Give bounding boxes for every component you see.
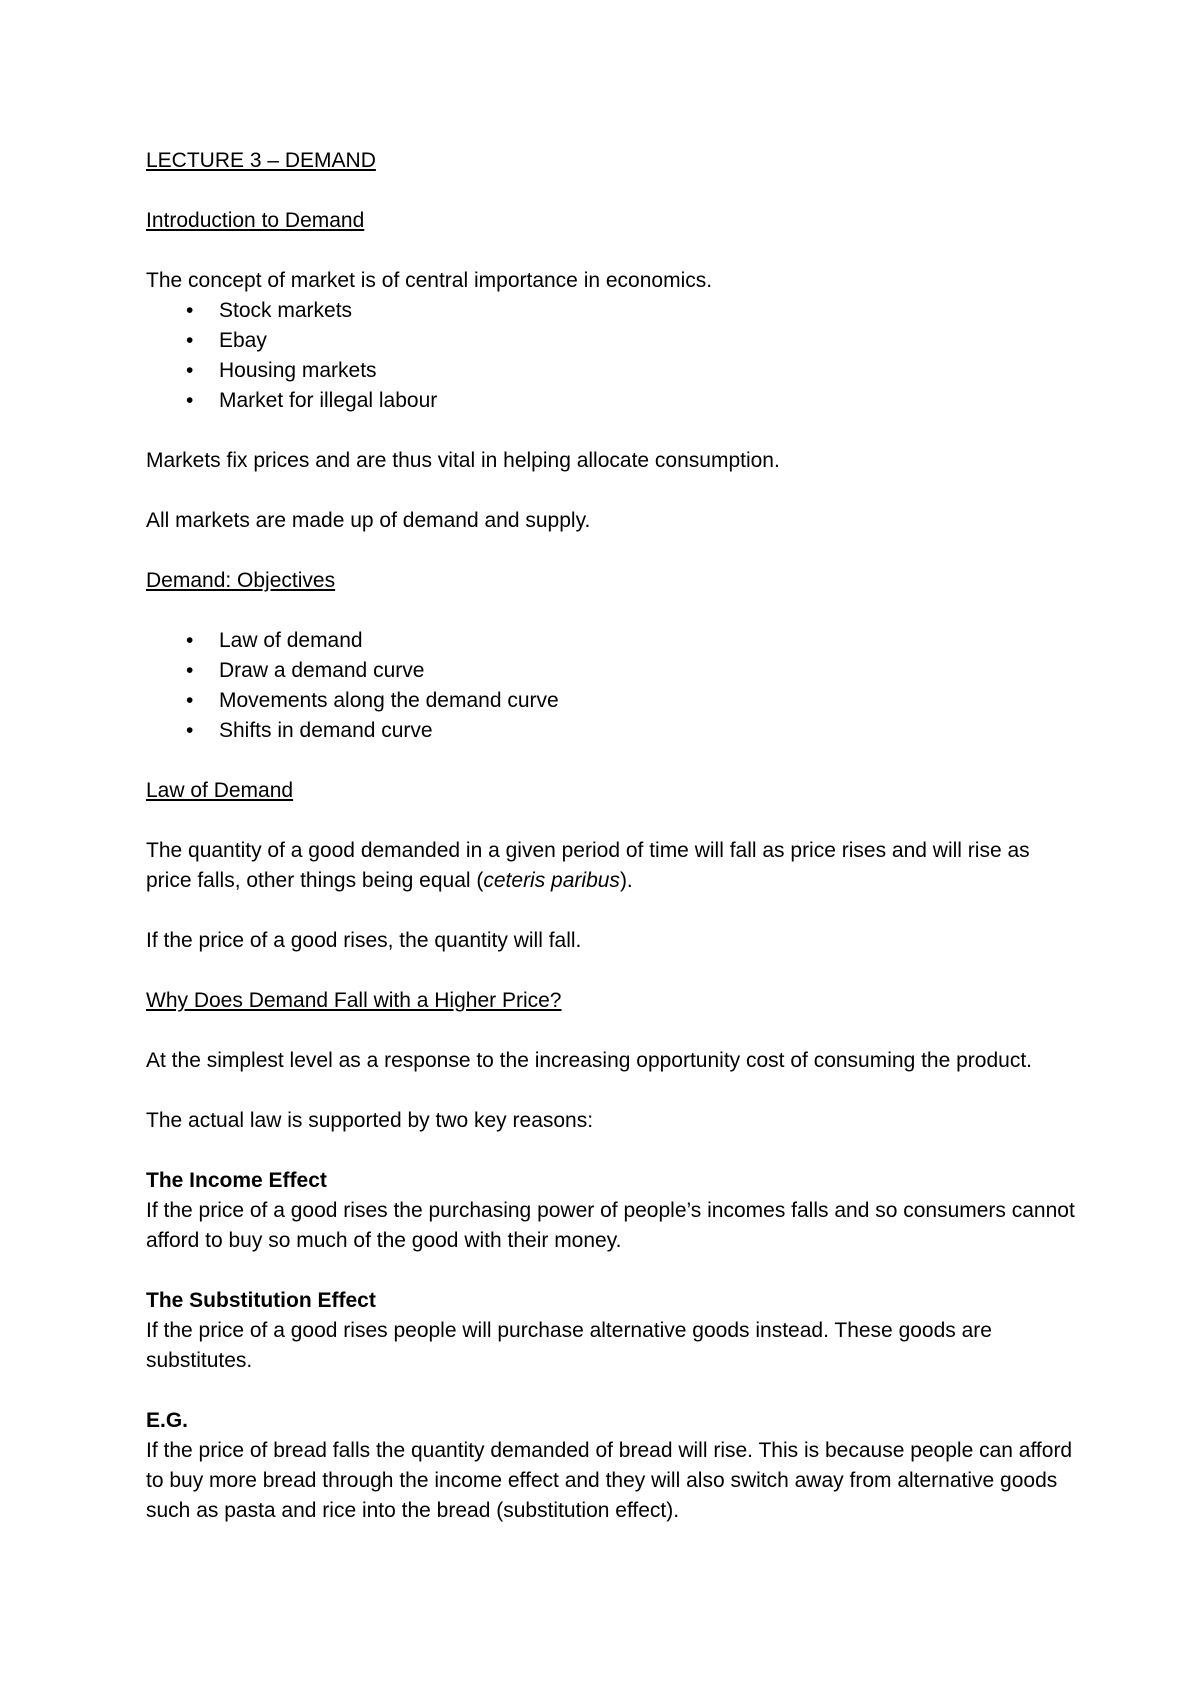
list-item: • Market for illegal labour [146, 386, 1076, 416]
section-heading-introduction: Introduction to Demand [146, 209, 365, 232]
bullet-icon: • [186, 359, 194, 382]
list-item: • Shifts in demand curve [146, 716, 1076, 746]
bullet-icon: • [186, 629, 194, 652]
section-heading-why: Why Does Demand Fall with a Higher Price? [146, 989, 562, 1012]
bullet-icon: • [186, 389, 194, 412]
why-paragraph-2: The actual law is supported by two key reasons: [146, 1109, 594, 1132]
income-effect-text: If the price of a good rises the purchasing power of people’s incomes falls and so consumers cannot afford to buy so much of the good with their money. [146, 1199, 1075, 1252]
list-item: • Housing markets [146, 356, 1076, 386]
list-item: • Movements along the demand curve [146, 686, 1076, 716]
document-body [146, 146, 1076, 1526]
example-text: If the price of bread falls the quantity demanded of bread will rise. This is because people can afford to buy more bread through the income effect and they will also switch away from alternative goods such as pasta and rice into the bread (substitution effect). [146, 1439, 1073, 1522]
document-title: LECTURE 3 – DEMAND [146, 149, 376, 172]
example-heading: E.G. [146, 1409, 189, 1432]
market-examples-list [146, 296, 1076, 416]
law-definition: The quantity of a good demanded in a given period of time will fall as price rises and will rise as price falls, other things being equal (ceteris paribus). [146, 839, 1030, 892]
bullet-icon: • [186, 329, 194, 352]
bullet-icon: • [186, 689, 194, 712]
section-heading-objectives: Demand: Objectives [146, 569, 336, 592]
markets-paragraph: Markets fix prices and are thus vital in helping allocate consumption. [146, 449, 780, 472]
objectives-list [146, 626, 1076, 746]
bullet-icon: • [186, 299, 194, 322]
income-effect-heading: The Income Effect [146, 1169, 327, 1192]
why-paragraph-1: At the simplest level as a response to the increasing opportunity cost of consuming the product. [146, 1049, 1032, 1072]
list-item: • Ebay [146, 326, 1076, 356]
section-heading-law: Law of Demand [146, 779, 294, 802]
list-item: • Draw a demand curve [146, 656, 1076, 686]
intro-text: The concept of market is of central importance in economics. [146, 269, 713, 292]
bullet-icon: • [186, 659, 194, 682]
substitution-effect-text: If the price of a good rises people will purchase alternative goods instead. These goods are substitutes. [146, 1319, 992, 1372]
demand-supply-paragraph: All markets are made up of demand and supply. [146, 509, 591, 532]
ceteris-paribus: ceteris paribus [483, 869, 620, 892]
substitution-effect-heading: The Substitution Effect [146, 1289, 376, 1312]
bullet-icon: • [186, 719, 194, 742]
law-summary: If the price of a good rises, the quantity will fall. [146, 929, 582, 952]
list-item: • Law of demand [146, 626, 1076, 656]
list-item: • Stock markets [146, 296, 1076, 326]
